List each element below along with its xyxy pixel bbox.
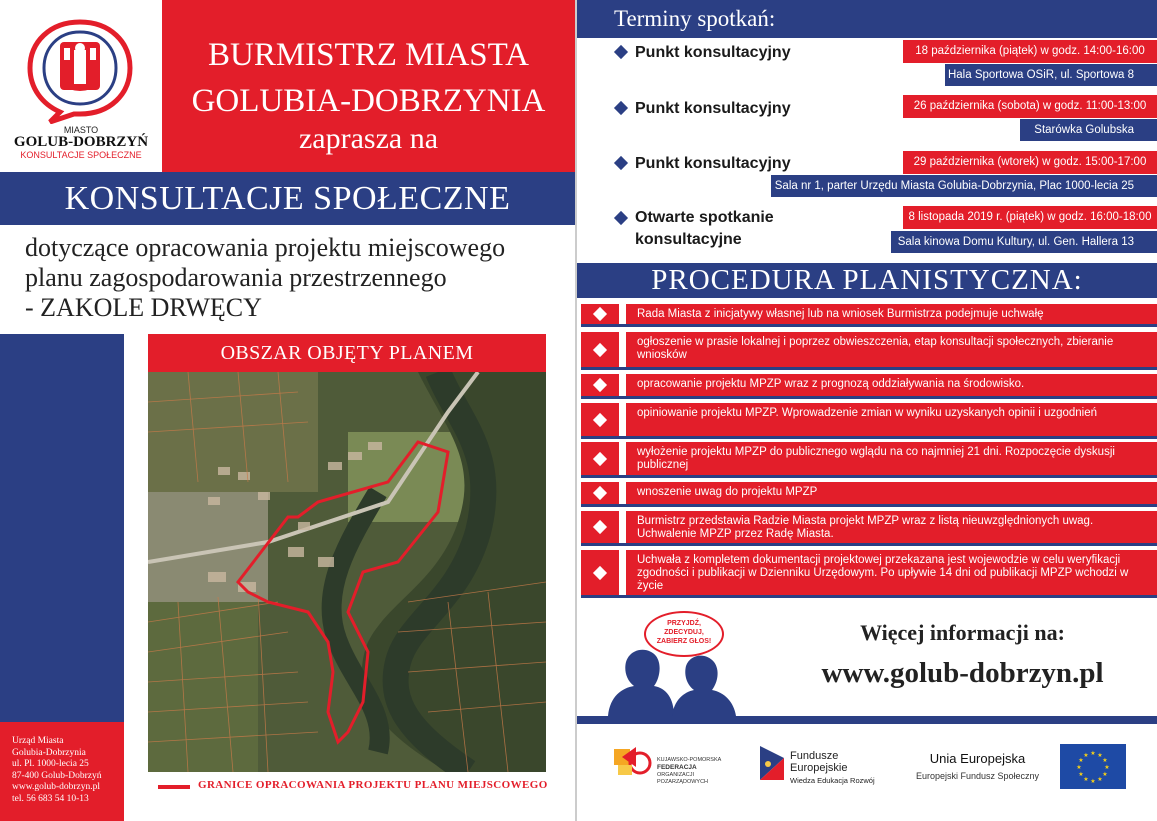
procedure-step-text: opracowanie projektu MPZP wraz z prognozą oddziaływania na środowisko. [626,374,1157,396]
eu-subtitle: Europejski Fundusz Społeczny [915,771,1040,781]
procedure-step [577,304,1157,324]
diamond-bullet-icon [593,486,607,500]
meeting-label: Punkt konsultacyjny [635,155,791,172]
meeting-date: 8 listopada 2019 r. (piątek) w godz. 16:00-18:00 [903,206,1157,229]
mayor-invitation [162,0,575,172]
svg-text:★: ★ [1104,764,1110,771]
address-line: tel. 56 683 54 10-13 [12,793,89,804]
procedure-step-text: opiniowanie projektu MPZP. Wprowadzenie zmian w wyniku uzyskanych opinii i uzgodnień [626,403,1157,436]
meeting-date: 29 października (wtorek) w godz. 15:00-17:00 [903,151,1157,174]
svg-text:★: ★ [1083,776,1089,783]
fed-line3: ORGANIZACJI [657,772,694,778]
fed-line2: FEDERACJA [657,764,697,771]
subtitle-line1: dotyczące opracowania projektu miejscowego [25,233,506,262]
european-funds-name [790,750,875,787]
fed-line4: POZARZĄDOWYCH [657,779,709,785]
procedure-step-text: wnoszenie uwag do projektu MPZP [626,482,1157,504]
diamond-bullet-icon [593,520,607,534]
website-link[interactable]: www.golub-dobrzyn.pl [821,657,1104,689]
svg-text:★: ★ [1078,771,1084,778]
svg-text:★: ★ [1090,750,1096,757]
address-line: Golubia-Dobrzynia [12,747,86,758]
bubble-line2: ZDECYDUJ, [664,629,704,636]
european-funds-logo-icon [758,744,786,782]
diamond-bullet-icon [614,45,628,59]
svg-text:★: ★ [1102,771,1108,778]
meeting-date: 18 października (piątek) w godz. 14:00-16:00 [903,40,1157,63]
consultation-title: KONSULTACJE SPOŁECZNE [0,172,575,225]
procedure-step [577,550,1157,595]
diamond-bullet-icon [593,342,607,356]
diamond-bullet-icon [593,451,607,465]
svg-text:★: ★ [1102,757,1108,764]
diamond-bullet-icon [593,378,607,392]
office-address [0,722,124,821]
procedure-step [577,482,1157,504]
subtitle-line2: planu zagospodarowania przestrzennego [25,263,447,292]
speech-bubble [644,611,724,657]
svg-text:★: ★ [1083,752,1089,759]
address-line: www.golub-dobrzyn.pl [12,782,101,793]
procedure-step-text: Burmistrz przedstawia Radzie Miasta projekt MPZP wraz z listą nieuwzględnionych uwag. Uchwalenie MPZP przez Radę Miasta. [626,511,1157,543]
map-image [148,372,546,772]
fe-line2: Europejskie [790,762,848,774]
procedure-step-text: Uchwała z kompletem dokumentacji projektowej przekazana jest wojewodzie w celu weryfikacji zgodności i publikacji w Dzienniku Urzędowym. Po upływie 14 dni od publikacji MPZP wchodzi w życie [626,550,1157,595]
address-line: 87-400 Golub-Dobrzyń [12,770,102,781]
meeting-label: Punkt konsultacyjny [635,100,791,117]
procedure-step-text: ogłoszenie w prasie lokalnej i poprzez obwieszczenia, etap konsultacji społecznych, zbieranie wniosków [626,332,1157,367]
svg-text:★: ★ [1076,764,1082,771]
logo-line1: MIASTO [63,125,99,135]
meeting-label: konsultacyjne [635,231,742,248]
subtitle-line3: - ZAKOLE DRWĘCY [25,293,262,322]
procedure-step-text: Rada Miasta z inicjatywy własnej lub na wniosek Burmistrza podejmuje uchwałę [626,304,1157,324]
federation-logo-icon [612,743,654,779]
svg-text:★: ★ [1097,752,1103,759]
subtitle [25,233,565,323]
header-line3: zaprasza na [298,122,439,155]
diamond-bullet-icon [593,412,607,426]
meeting-place: Sala nr 1, parter Urzędu Miasta Golubia-Dobrzynia, Plac 1000-lecia 25 [771,175,1157,197]
logo [0,0,162,170]
svg-text:★: ★ [1097,776,1103,783]
meeting-place: Hala Sportowa OSiR, ul. Sportowa 8 [945,64,1157,86]
meeting-label: Otwarte spotkanie [635,209,774,226]
left-side-band [0,334,124,722]
bubble-line1: PRZYJDŹ, [667,620,701,627]
procedure-step [577,332,1157,367]
diamond-bullet-icon [593,307,607,321]
svg-text:★: ★ [1090,778,1096,785]
procedure-title: PROCEDURA PLANISTYCZNA: [577,263,1157,298]
meeting-label: Punkt konsultacyjny [635,44,791,61]
procedure-step [577,403,1157,436]
meeting-date: 26 października (sobota) w godz. 11:00-13:00 [903,95,1157,118]
more-info-label: Więcej informacji na: [860,620,1065,645]
logo-caption [0,126,162,161]
logo-line3: KONSULTACJE SPOŁECZNE [20,150,142,161]
address-line: ul. Pl. 1000-lecia 25 [12,759,89,770]
diamond-bullet-icon [593,565,607,579]
eu-flag-icon [1060,744,1126,789]
fe-line1: Fundusze [790,750,839,762]
meeting-place: Sala kinowa Domu Kultury, ul. Gen. Hallera 13 [891,231,1157,253]
meeting-place: Starówka Golubska [1020,119,1157,141]
meetings-title: Terminy spotkań: [577,0,1157,38]
address-line: Urząd Miasta [12,736,64,746]
svg-text:★: ★ [1078,757,1084,764]
eu-title: Unia Europejska [929,751,1026,766]
logo-line2: GOLUB-DOBRZYŃ [13,134,149,151]
plan-area-header: OBSZAR OBJĘTY PLANEM [148,334,546,372]
diamond-bullet-icon [614,211,628,225]
header-line2: GOLUBIA-DOBRZYNIA [191,83,546,119]
procedure-step [577,374,1157,396]
legend-label: GRANICE OPRACOWANIA PROJEKTU PLANU MIEJSCOWEGO [198,779,548,791]
legend-swatch [158,785,190,789]
bubble-line3: ZABIERZ GŁOS! [656,638,712,645]
procedure-step [577,442,1157,475]
header-line1: BURMISTRZ MIASTA [208,37,529,73]
footer-rule [577,716,1157,724]
diamond-bullet-icon [614,156,628,170]
city-crest-icon [24,18,136,124]
procedure-step-text: wyłożenie projektu MPZP do publicznego wglądu na co najmniej 21 dni. Rozpoczęcie dyskusji publicznej [626,442,1157,475]
fed-line1: KUJAWSKO-POMORSKA [657,757,722,763]
federation-name [657,757,721,786]
procedure-step [577,511,1157,543]
fe-line3: Wiedza Edukacja Rozwój [790,776,875,785]
aerial-map [148,372,546,772]
diamond-bullet-icon [614,101,628,115]
